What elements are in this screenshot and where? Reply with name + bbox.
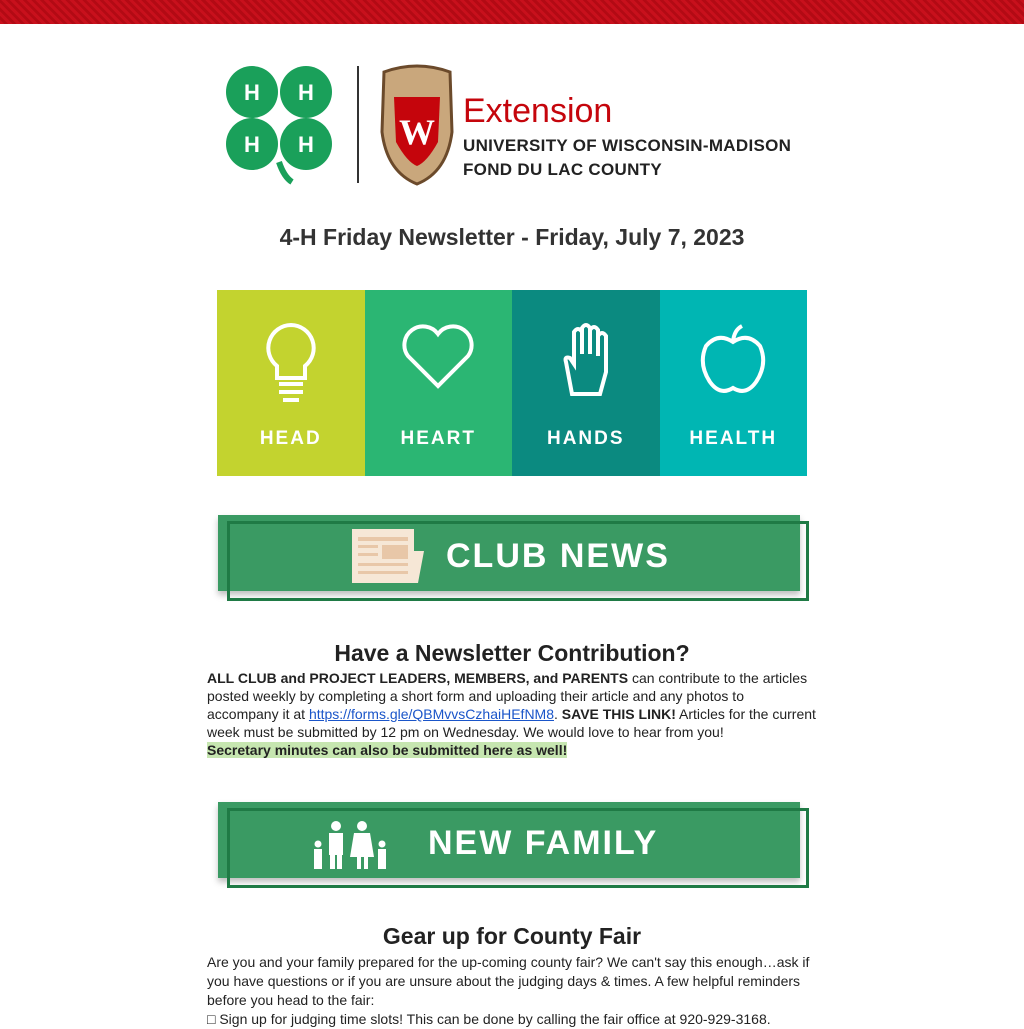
save-link-note: SAVE THIS LINK! <box>561 706 676 722</box>
university-text: UNIVERSITY OF WISCONSIN-MADISON <box>463 136 792 155</box>
apple-icon <box>698 322 768 396</box>
newspaper-icon <box>352 529 424 583</box>
pillar-head <box>217 290 365 476</box>
header-logo <box>222 62 802 187</box>
svg-text:W: W <box>399 112 435 152</box>
county-text: FOND DU LAC COUNTY <box>463 160 662 179</box>
text: Are you and your family prepared for the up-coming county fair? We can't say this enough…ask if you have questions or if you are unsure about the judging days & times. A few helpful reminders before you head to the fair: <box>207 954 810 1008</box>
pillar-heart <box>365 290 513 476</box>
contribution-text <box>207 669 817 759</box>
svg-text:H: H <box>244 80 260 105</box>
form-link[interactable]: https://forms.gle/QBMvvsCzhaiHEfNM8 <box>308 706 554 722</box>
bold-intro: ALL CLUB and PROJECT LEADERS, MEMBERS, and PARENTS <box>207 670 629 686</box>
svg-text:H: H <box>298 132 314 157</box>
svg-text:H: H <box>298 80 314 105</box>
pillar-label: HEART <box>400 428 476 449</box>
fair-text <box>207 953 817 1029</box>
contribution-heading: Have a Newsletter Contribution? <box>334 640 690 666</box>
pillar-label: HEAD <box>259 428 322 449</box>
extension-text: Extension <box>463 92 613 130</box>
bullet-item: □ Sign up for judging time slots! This can be done by calling the fair office at 920-929-3168. <box>207 1011 771 1027</box>
pillar-label: HANDS <box>546 428 625 449</box>
hand-icon <box>558 322 614 398</box>
new-family-banner <box>218 802 808 888</box>
secretary-minutes-highlight: Secretary minutes can also be submitted here as well! <box>207 742 568 758</box>
family-icon <box>308 820 394 870</box>
heart-icon <box>402 322 474 392</box>
new-family-title: NEW FAMILY <box>428 824 659 862</box>
pillar-health <box>660 290 808 476</box>
club-news-title: CLUB NEWS <box>446 537 670 575</box>
pillar-hands <box>512 290 660 476</box>
fair-heading: Gear up for County Fair <box>382 923 642 949</box>
text: . <box>554 706 562 722</box>
pillar-label: HEALTH <box>689 428 778 449</box>
svg-text:H: H <box>244 132 260 157</box>
lightbulb-icon <box>261 322 321 402</box>
top-border <box>0 0 1024 24</box>
pillars-graphic <box>217 290 807 476</box>
text: can contribute to the articles posted weekly by completing a short form and uploading their article and any photos to accompany it at <box>207 670 808 722</box>
text: Articles for the current week must be submitted by 12 pm on Wednesday. We would love to hear from you! <box>207 706 816 740</box>
club-news-banner <box>218 515 808 601</box>
newsletter-title: 4-H Friday Newsletter - Friday, July 7, 2023 <box>279 224 745 250</box>
